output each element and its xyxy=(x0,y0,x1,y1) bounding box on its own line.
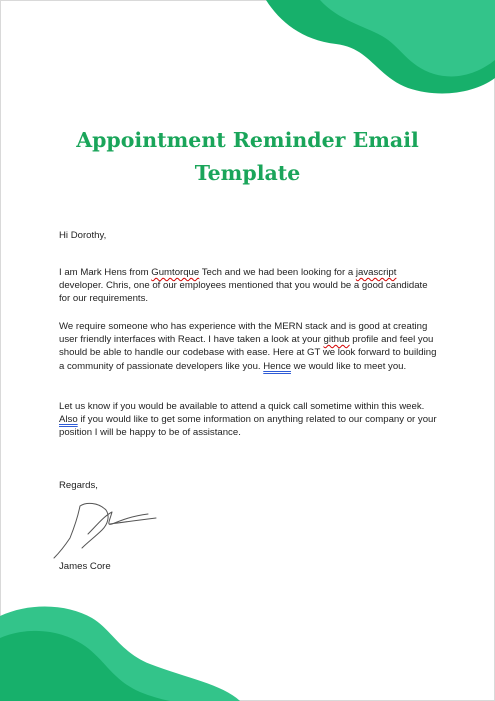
greeting: Hi Dorothy, xyxy=(59,230,107,241)
grammar-flagged-word: Also xyxy=(59,414,78,426)
closing: Regards, xyxy=(59,480,98,491)
text-span: I am Mark Hens from xyxy=(59,267,152,278)
paragraph-intro xyxy=(59,266,439,306)
misspelled-word: Gumtorque xyxy=(151,267,200,278)
text-span: we would like to meet you. xyxy=(290,360,407,372)
signer-name: James Core xyxy=(59,561,111,572)
text-span: if you would like to get some information on anything related to our company or your position I will be happy to be of assistance. xyxy=(59,414,437,439)
text-span: Let us know if you would be available to attend a quick call sometime within this week. xyxy=(59,401,425,412)
text-span: Tech and we had been looking for a xyxy=(199,267,356,278)
page-title: Appointment Reminder Email Template xyxy=(76,128,419,185)
paragraph-call-to-action xyxy=(59,400,439,440)
text-span: developer. Chris, one of our employees mentioned that you would be a good candidate for our requirements. xyxy=(59,280,428,305)
text-span: profile and feel you should be able to handle our codebase with ease. Here at GT we look forward to building a community of passionate developers like you. xyxy=(59,334,437,372)
bottom-wave-decoration xyxy=(0,598,240,701)
text-span: We require someone who has experience with the MERN stack and is good at creating user friendly interfaces with React. I have taken a look at your xyxy=(59,321,428,346)
paragraph-requirements xyxy=(59,320,439,373)
misspelled-word: javascript xyxy=(355,267,397,278)
misspelled-word: github xyxy=(323,334,350,346)
handwritten-signature xyxy=(52,498,158,560)
grammar-flagged-word: Hence xyxy=(263,360,291,372)
top-wave-decoration xyxy=(258,0,495,96)
